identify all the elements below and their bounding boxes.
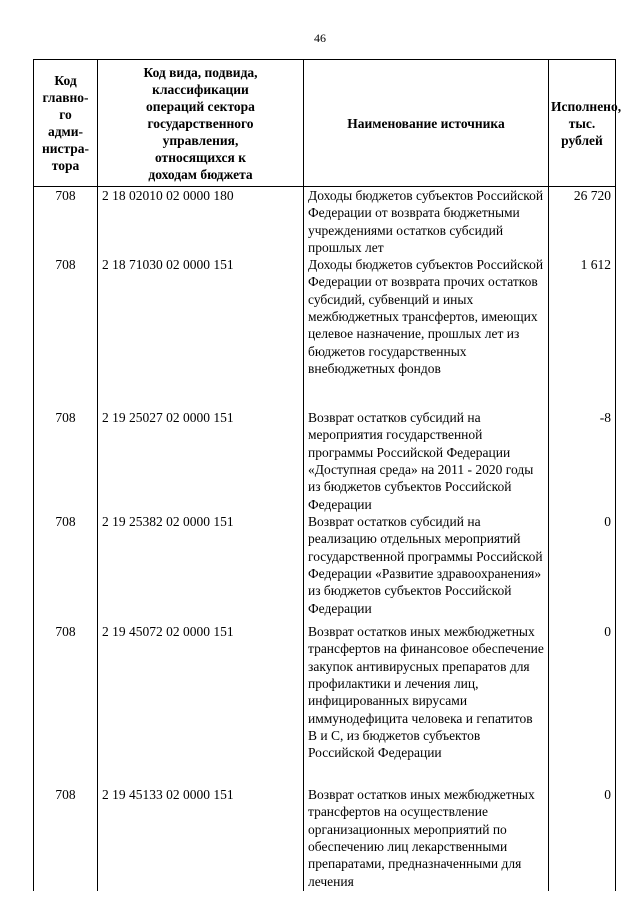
page-number: 46 bbox=[314, 31, 326, 45]
source-name-cell: Доходы бюджетов субъектов Российской Федерации от возврата бюджетными учреждениями остатков субсидий прошлых лет bbox=[304, 187, 549, 257]
table-row bbox=[34, 256, 616, 409]
admin-code-cell: 708 bbox=[34, 187, 98, 257]
amount-cell: 0 bbox=[549, 623, 616, 786]
admin-code-cell: 708 bbox=[34, 513, 98, 623]
budget-table bbox=[33, 59, 622, 891]
admin-code-cell: 708 bbox=[34, 409, 98, 513]
amount-cell: 26 720 bbox=[549, 187, 616, 257]
table-row bbox=[34, 786, 616, 891]
table-row bbox=[34, 623, 616, 786]
amount-cell: -8 bbox=[549, 409, 616, 513]
admin-code-cell: 708 bbox=[34, 256, 98, 409]
admin-code-cell: 708 bbox=[34, 623, 98, 786]
header-source-name: Наименование источника bbox=[304, 60, 549, 187]
classification-code-cell: 2 18 71030 02 0000 151 bbox=[98, 256, 304, 409]
source-name-cell: Возврат остатков субсидий на мероприятия государственной программы Российской Федерации «Доступная среда» на 2011 - 2020 годы из бюджетов субъектов Российской Федерации bbox=[304, 409, 549, 513]
classification-code-cell: 2 19 45133 02 0000 151 bbox=[98, 786, 304, 891]
amount-cell: 0 bbox=[549, 786, 616, 891]
table-row bbox=[34, 409, 616, 513]
classification-code-cell: 2 18 02010 02 0000 180 bbox=[98, 187, 304, 257]
amount-cell: 0 bbox=[549, 513, 616, 623]
header-executed: Исполнено, тыс. рублей bbox=[549, 60, 616, 187]
admin-code-cell: 708 bbox=[34, 786, 98, 891]
source-name-cell: Доходы бюджетов субъектов Российской Федерации от возврата прочих остатков субсидий, субвенций и иных межбюджетных трансфертов, имеющих целевое назначение, прошлых лет из бюджетов государственных внебюджетных фондов bbox=[304, 256, 549, 409]
header-classification-code: Код вида, подвида, классификации операций сектора государственного управления, относящихся к доходам бюджета bbox=[98, 60, 304, 187]
classification-code-cell: 2 19 25027 02 0000 151 bbox=[98, 409, 304, 513]
classification-code-cell: 2 19 25382 02 0000 151 bbox=[98, 513, 304, 623]
source-name-cell: Возврат остатков иных межбюджетных трансфертов на осуществление организационных мероприятий по обеспечению лиц лекарственными препаратами, предназначенными для лечения bbox=[304, 786, 549, 891]
table-header-row bbox=[34, 60, 616, 187]
source-name-cell: Возврат остатков иных межбюджетных трансфертов на финансовое обеспечение закупок антивирусных препаратов для профилактики и лечения лиц, инфицированных вирусами иммунодефицита человека и гепатитов B и C, из бюджетов субъектов Российской Федерации bbox=[304, 623, 549, 786]
source-name-cell: Возврат остатков субсидий на реализацию отдельных мероприятий государственной программы Российской Федерации «Развитие здравоохранения» из бюджетов субъектов Российской Федерации bbox=[304, 513, 549, 623]
table-row bbox=[34, 513, 616, 623]
classification-code-cell: 2 19 45072 02 0000 151 bbox=[98, 623, 304, 786]
header-admin-code: Код главно- го адми- нистра- тора bbox=[34, 60, 98, 187]
table-row bbox=[34, 187, 616, 257]
amount-cell: 1 612 bbox=[549, 256, 616, 409]
